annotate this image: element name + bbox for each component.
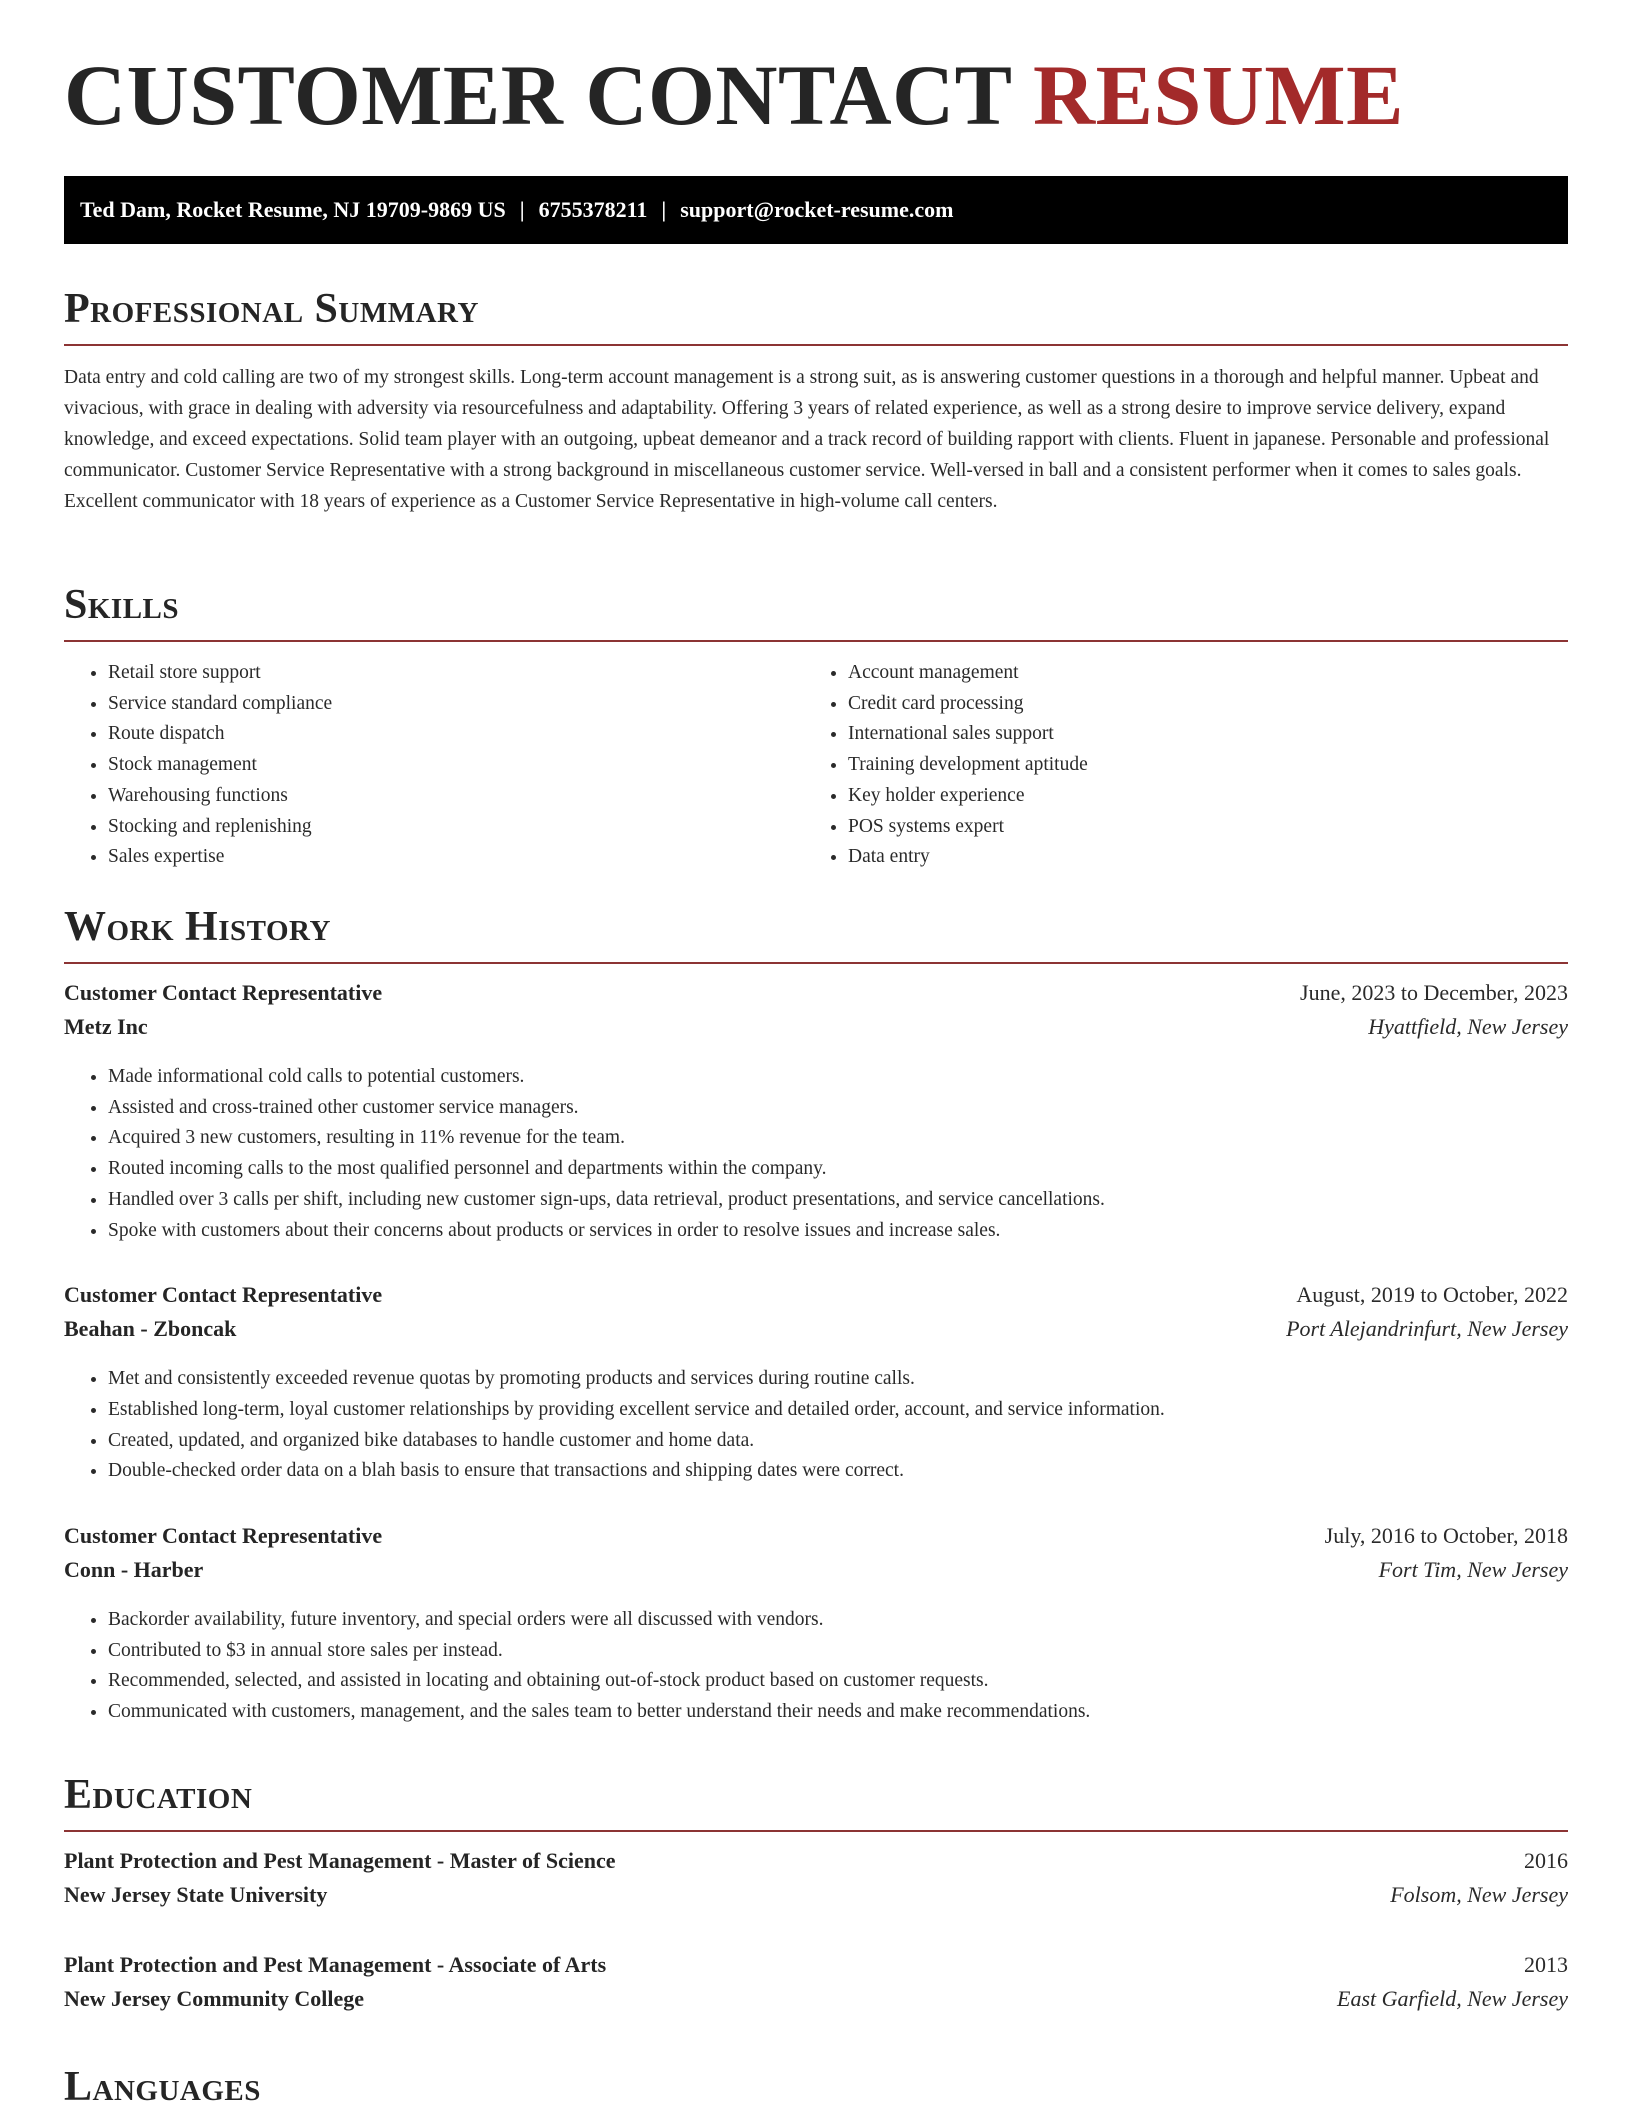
job-bullet: • Acquired 3 new customers, resulting in 11% revenue for the team. xyxy=(108,1123,1568,1154)
skill-item: • International sales support xyxy=(848,719,1544,750)
degree-name: Plant Protection and Pest Management - Associate of Arts xyxy=(64,1952,607,1977)
job-bullet: • Met and consistently exceeded revenue quotas by promoting products and services during routine calls. xyxy=(108,1364,1568,1395)
skill-item: • Warehousing functions xyxy=(108,781,804,812)
job-bullet: • Established long-term, loyal customer relationships by providing excellent service and detailed order, account, and service information. xyxy=(108,1395,1568,1426)
title-main: CUSTOMER CONTACT xyxy=(64,47,1011,143)
skill-item: • Stock management xyxy=(108,750,804,781)
job-bullet: • Double-checked order data on a blah basis to ensure that transactions and shipping dates were correct. xyxy=(108,1456,1568,1487)
company-name: Beahan - Zboncak xyxy=(64,1316,237,1342)
contact-separator: | xyxy=(519,197,525,222)
school-name: New Jersey Community College xyxy=(64,1986,364,2011)
job-bullet: • Assisted and cross-trained other customer service managers. xyxy=(108,1093,1568,1124)
languages-section xyxy=(64,2062,1568,2112)
job-dates: June, 2023 to December, 2023 xyxy=(1300,980,1568,1005)
school-name: New Jersey State University xyxy=(64,1882,328,1907)
job-title: Customer Contact Representative xyxy=(64,1282,383,1308)
education-section xyxy=(64,1770,1568,2022)
job-bullet: • Contributed to $3 in annual store sales per instead. xyxy=(108,1636,1568,1667)
job-dates: August, 2019 to October, 2022 xyxy=(1296,1282,1568,1308)
job-bullet: • Recommended, selected, and assisted in locating and obtaining out-of-stock product based on customer requests. xyxy=(108,1666,1568,1697)
school-location: Folsom, New Jersey xyxy=(1390,1882,1568,1907)
section-divider xyxy=(64,640,1568,642)
job-bullet: • Communicated with customers, management, and the sales team to better understand their needs and make recommendations. xyxy=(108,1697,1568,1728)
job-location: Port Alejandrinfurt, New Jersey xyxy=(1286,1316,1568,1342)
job-bullet: • Made informational cold calls to potential customers. xyxy=(108,1062,1568,1093)
skill-item: • Credit card processing xyxy=(848,689,1544,720)
summary-section xyxy=(64,284,1568,517)
contact-separator: | xyxy=(661,197,667,222)
contact-email: support@rocket-resume.com xyxy=(680,197,954,222)
contact-name-address: Ted Dam, Rocket Resume, NJ 19709-9869 US xyxy=(80,197,506,222)
contact-phone: 6755378211 xyxy=(538,197,648,222)
skills-list xyxy=(64,658,1568,873)
work-history-section xyxy=(64,902,1568,1728)
job-entry xyxy=(64,980,1568,1246)
section-heading: Work History xyxy=(64,904,331,950)
education-entry xyxy=(64,1952,1568,2022)
graduation-year: 2013 xyxy=(1524,1952,1568,1977)
section-heading: Education xyxy=(64,1772,253,1818)
job-title: Customer Contact Representative xyxy=(64,1523,383,1549)
job-location: Hyattfield, New Jersey xyxy=(1368,1014,1568,1039)
resume-title xyxy=(64,47,1404,143)
job-bullets xyxy=(64,1605,1568,1728)
skills-section xyxy=(64,580,1568,873)
skill-item: • Retail store support xyxy=(108,658,804,689)
section-heading: Skills xyxy=(64,582,180,628)
degree-name: Plant Protection and Pest Management - Master of Science xyxy=(64,1848,616,1873)
graduation-year: 2016 xyxy=(1524,1848,1568,1873)
company-name: Metz Inc xyxy=(64,1014,148,1039)
job-location: Fort Tim, New Jersey xyxy=(1378,1557,1568,1583)
job-bullet: • Routed incoming calls to the most qualified personnel and departments within the company. xyxy=(108,1154,1568,1185)
skill-item: • Data entry xyxy=(848,842,1544,873)
skill-item: • Route dispatch xyxy=(108,719,804,750)
section-heading: Languages xyxy=(64,2064,261,2110)
skill-item: • Key holder experience xyxy=(848,781,1544,812)
section-heading: Professional Summary xyxy=(64,286,479,332)
skills-column-right xyxy=(804,658,1544,873)
skills-column-left xyxy=(64,658,804,873)
job-bullet: • Backorder availability, future inventory, and special orders were all discussed with vendors. xyxy=(108,1605,1568,1636)
skill-item: • Training development aptitude xyxy=(848,750,1544,781)
job-bullet: • Created, updated, and organized bike databases to handle customer and home data. xyxy=(108,1426,1568,1457)
job-title: Customer Contact Representative xyxy=(64,980,383,1005)
job-bullets xyxy=(64,1062,1568,1246)
company-name: Conn - Harber xyxy=(64,1557,204,1583)
summary-text: Data entry and cold calling are two of my strongest skills. Long-term account management is a strong suit, as is answering customer questions in a thorough and helpful manner. Upbeat and vivacious, with grace in dealing with adversity via resourcefulness and adaptability. Offering 3 years of related experience, as well as a strong desire to improve service delivery, expand knowledge, and exceed expectations. Solid team player with an outgoing, upbeat demeanor and a track record of building rapport with clients. Fluent in japanese. Personable and professional communicator. Customer Service Representative with a strong background in miscellaneous customer service. Well-versed in ball and a consistent performer when it comes to sales goals. Excellent communicator with 18 years of experience as a Customer Service Representative in high-volume call centers. xyxy=(64,367,1550,512)
section-divider xyxy=(64,962,1568,964)
skill-item: • Service standard compliance xyxy=(108,689,804,720)
skill-item: • POS systems expert xyxy=(848,812,1544,843)
school-location: East Garfield, New Jersey xyxy=(1337,1986,1568,2011)
title-accent: RESUME xyxy=(1033,47,1404,143)
section-divider xyxy=(64,1830,1568,1832)
job-entry xyxy=(64,1523,1568,1728)
section-divider xyxy=(64,344,1568,346)
education-entry xyxy=(64,1848,1568,1918)
skill-item: • Stocking and replenishing xyxy=(108,812,804,843)
job-bullet: • Spoke with customers about their concerns about products or services in order to resolve issues and increase sales. xyxy=(108,1216,1568,1247)
skill-item: • Account management xyxy=(848,658,1544,689)
contact-bar xyxy=(64,176,1568,244)
job-dates: July, 2016 to October, 2018 xyxy=(1324,1523,1568,1549)
skill-item: • Sales expertise xyxy=(108,842,804,873)
job-entry xyxy=(64,1282,1568,1487)
job-bullets xyxy=(64,1364,1568,1487)
job-bullet: • Handled over 3 calls per shift, including new customer sign-ups, data retrieval, product presentations, and service cancellations. xyxy=(108,1185,1568,1216)
